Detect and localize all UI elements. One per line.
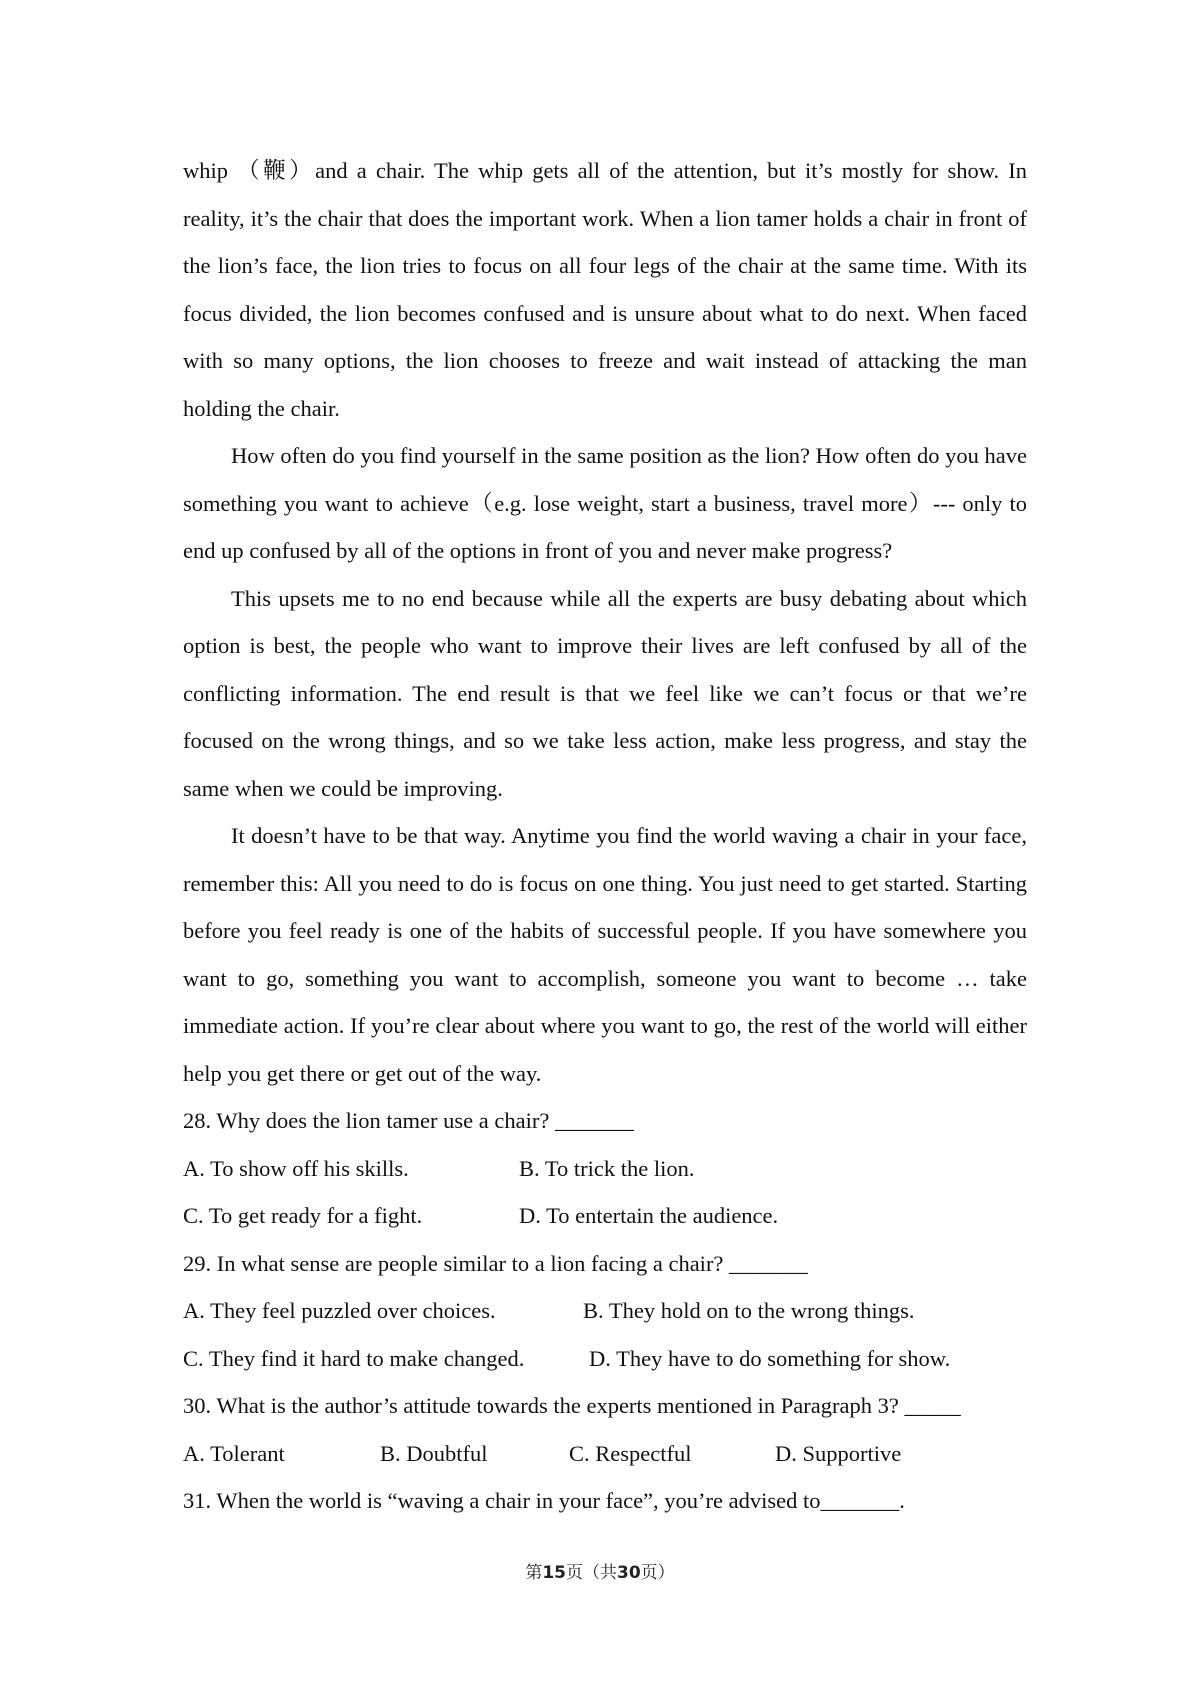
paragraph-2: How often do you find yourself in the same position as the lion? How often do you have something you want to achieve（e.g. lose weight, start a business, travel more）--- only to end up confused by all of the options in front of you and never make progress?: [183, 443, 1027, 563]
footer-suffix: 页）: [640, 1563, 675, 1583]
footer-current-page: 15: [542, 1563, 566, 1583]
question-30-option-c: C. Respectful: [569, 1440, 692, 1466]
question-28-option-a: A. To show off his skills.: [183, 1155, 409, 1181]
question-29-option-a: A. They feel puzzled over choices.: [183, 1298, 496, 1323]
question-29-option-c: C. They find it hard to make changed.: [183, 1345, 525, 1371]
question-29-stem: 29. In what sense are people similar to a lion facing a chair? _______: [183, 1250, 808, 1276]
question-28-options-row-1: [183, 1145, 1027, 1193]
question-29-option-d: D. They have to do something for show.: [589, 1345, 951, 1371]
question-28-option-c: C. To get ready for a fight.: [183, 1203, 423, 1228]
page-content: [183, 147, 1027, 1525]
question-29-option-b: B. They hold on to the wrong things.: [583, 1298, 915, 1323]
question-28-option-b: B. To trick the lion.: [519, 1155, 695, 1181]
question-30-option-d: D. Supportive: [775, 1440, 902, 1466]
page-footer: [0, 1562, 1200, 1584]
footer-prefix: 第: [525, 1563, 543, 1583]
question-30-stem: 30. What is the author’s attitude towards the experts mentioned in Paragraph 3? _____: [183, 1393, 961, 1418]
paragraph-4: It doesn’t have to be that way. Anytime you find the world waving a chair in your face, remember this: All you need to do is focus on one thing. You just need to get started. Starting before you feel ready is one of the habits of successful people. If you have somewhere you want to go, something you want to accomplish, someone you want to become … take immediate action. If you’re clear about where you want to go, the rest of the world will either help you get there or get out of the way.: [183, 823, 1027, 1086]
question-31-stem: 31. When the world is “waving a chair in your face”, you’re advised to_______.: [183, 1488, 905, 1513]
paragraph-1: whip （鞭）and a chair. The whip gets all of the attention, but it’s mostly for show. In reality, it’s the chair that does the important work. When a lion tamer holds a chair in front of the lion’s face, the lion tries to focus on all four legs of the chair at the same time. With its focus divided, the lion becomes confused and is unsure about what to do next. When faced with so many options, the lion chooses to freeze and wait instead of attacking the man holding the chair.: [183, 158, 1027, 421]
question-29-options-row-2: [183, 1335, 1027, 1383]
question-30-option-a: A. Tolerant: [183, 1440, 285, 1466]
footer-total-pages: 30: [617, 1563, 641, 1583]
footer-middle: 页（共: [566, 1563, 617, 1583]
question-29-options-row-1: [183, 1287, 1027, 1335]
question-28-stem: 28. Why does the lion tamer use a chair? _______: [183, 1108, 634, 1133]
question-30-options-row: [183, 1430, 1027, 1478]
question-28-options-row-2: [183, 1192, 1027, 1240]
paragraph-3: This upsets me to no end because while all the experts are busy debating about which option is best, the people who want to improve their lives are left confused by all of the conflicting information. The end result is that we feel like we can’t focus or that we’re focused on the wrong things, and so we take less action, make less progress, and stay the same when we could be improving.: [183, 585, 1027, 801]
question-30-option-b: B. Doubtful: [380, 1440, 488, 1466]
question-28-option-d: D. To entertain the audience.: [519, 1203, 779, 1228]
